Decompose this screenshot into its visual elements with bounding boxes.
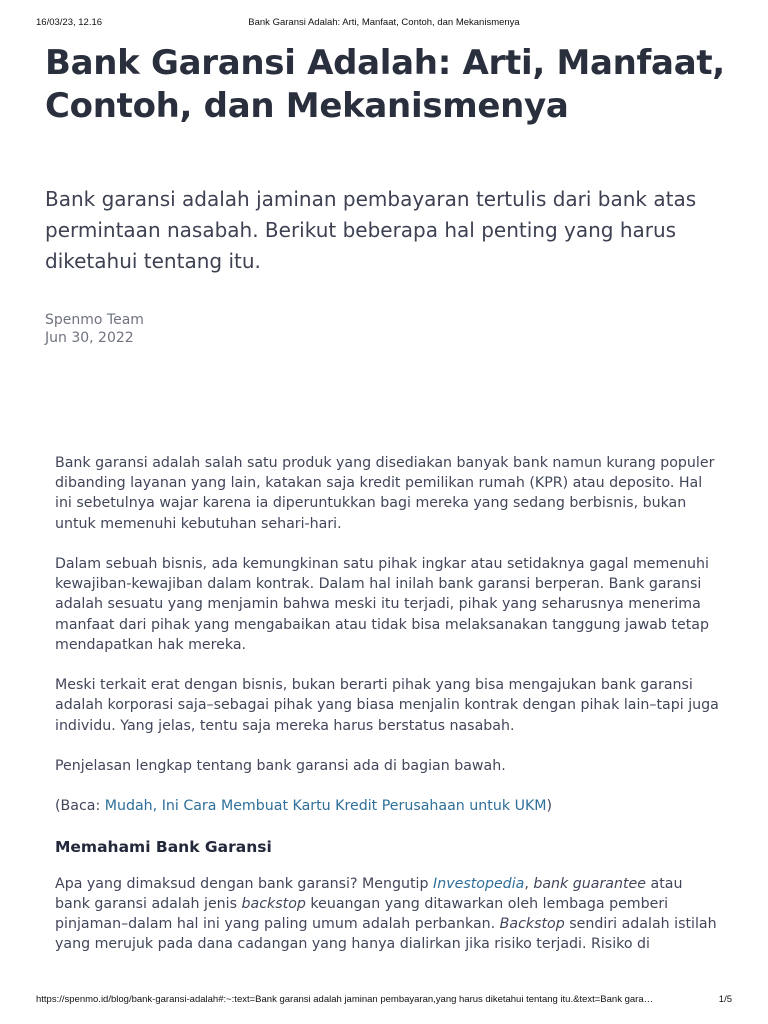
paragraph-text: , (524, 875, 534, 892)
article-lede: Bank garansi adalah jaminan pembayaran tertulis dari bank atas permintaan nasabah. Berikut beberapa hal penting yang harus diketahui tentang itu. (45, 187, 697, 273)
print-footer (36, 994, 732, 1008)
term-backstop: backstop (241, 895, 306, 912)
paragraph-text: Apa yang dimaksud dengan bank garansi? Mengutip (55, 875, 434, 892)
body-paragraph: Dalam sebuah bisnis, ada kemungkinan satu pihak ingkar atau setidaknya gagal memenuhi kewajiban-kewajiban dalam kontrak. Dalam hal inilah bank garansi berperan. Bank garansi adalah sesuatu yang menjamin bahwa meski itu terjadi, pihak yang seharusnya menerima manfaat dari pihak yang mengabaikan atau tidak bisa melaksanakan tanggung jawab tetap mendapatkan hak mereka. (55, 556, 709, 653)
article-author: Spenmo Team (45, 312, 144, 328)
related-suffix: ) (546, 798, 553, 815)
paragraph-text: keuangan yang ditawarkan oleh lembaga pemberi pinjaman–dalam hal ini yang paling umum adalah perbankan. (55, 895, 669, 933)
related-article-note (55, 796, 720, 816)
article-body (55, 453, 720, 975)
article-title: Bank Garansi Adalah: Arti, Manfaat, Contoh, dan Mekanismenya (45, 43, 725, 126)
print-page-number: 1/5 (718, 994, 732, 1005)
print-url: https://spenmo.id/blog/bank-garansi-adalah#:~:text=Bank garansi adalah jaminan pembayaran,yang harus diketahui tentang itu.&text=Bank gara… (36, 994, 654, 1005)
investopedia-link[interactable]: Investopedia (433, 875, 525, 892)
section-paragraph (55, 874, 720, 955)
body-paragraph: Bank garansi adalah salah satu produk yang disediakan banyak bank namun kurang populer dibanding layanan yang lain, katakan saja kredit pemilikan rumah (KPR) atau deposito. Hal ini sebetulnya wajar karena ia diperuntukkan bagi mereka yang sedang berbisnis, bukan untuk memenuhi kebutuhan sehari-hari. (55, 455, 715, 532)
related-article-link[interactable]: Mudah, Ini Cara Membuat Kartu Kredit Perusahaan untuk UKM (104, 798, 547, 815)
article-meta (45, 311, 144, 347)
article-date: Jun 30, 2022 (45, 330, 134, 346)
body-paragraph: Meski terkait erat dengan bisnis, bukan berarti pihak yang bisa mengajukan bank garansi adalah korporasi saja–sebagai pihak yang biasa menjalin kontrak dengan pihak lain–tapi juga individu. Yang jelas, tentu saja mereka harus berstatus nasabah. (55, 677, 719, 734)
paragraph-text: sendiri adalah istilah yang merujuk pada dana cadangan yang hanya dialirkan jika risiko terjadi. Risiko di (55, 916, 717, 953)
print-header (36, 17, 732, 31)
print-timestamp: 16/03/23, 12.16 (36, 17, 103, 28)
related-prefix: (Baca: (55, 798, 105, 815)
print-document-title: Bank Garansi Adalah: Arti, Manfaat, Contoh, dan Mekanismenya (248, 17, 520, 28)
term-bank-guarantee: bank guarantee (533, 875, 647, 892)
paragraph-text: atau bank garansi adalah jenis (55, 875, 683, 912)
section-heading: Memahami Bank Garansi (55, 837, 272, 856)
body-paragraph: Penjelasan lengkap tentang bank garansi ada di bagian bawah. (55, 758, 506, 774)
term-backstop-capitalized: Backstop (499, 916, 565, 933)
